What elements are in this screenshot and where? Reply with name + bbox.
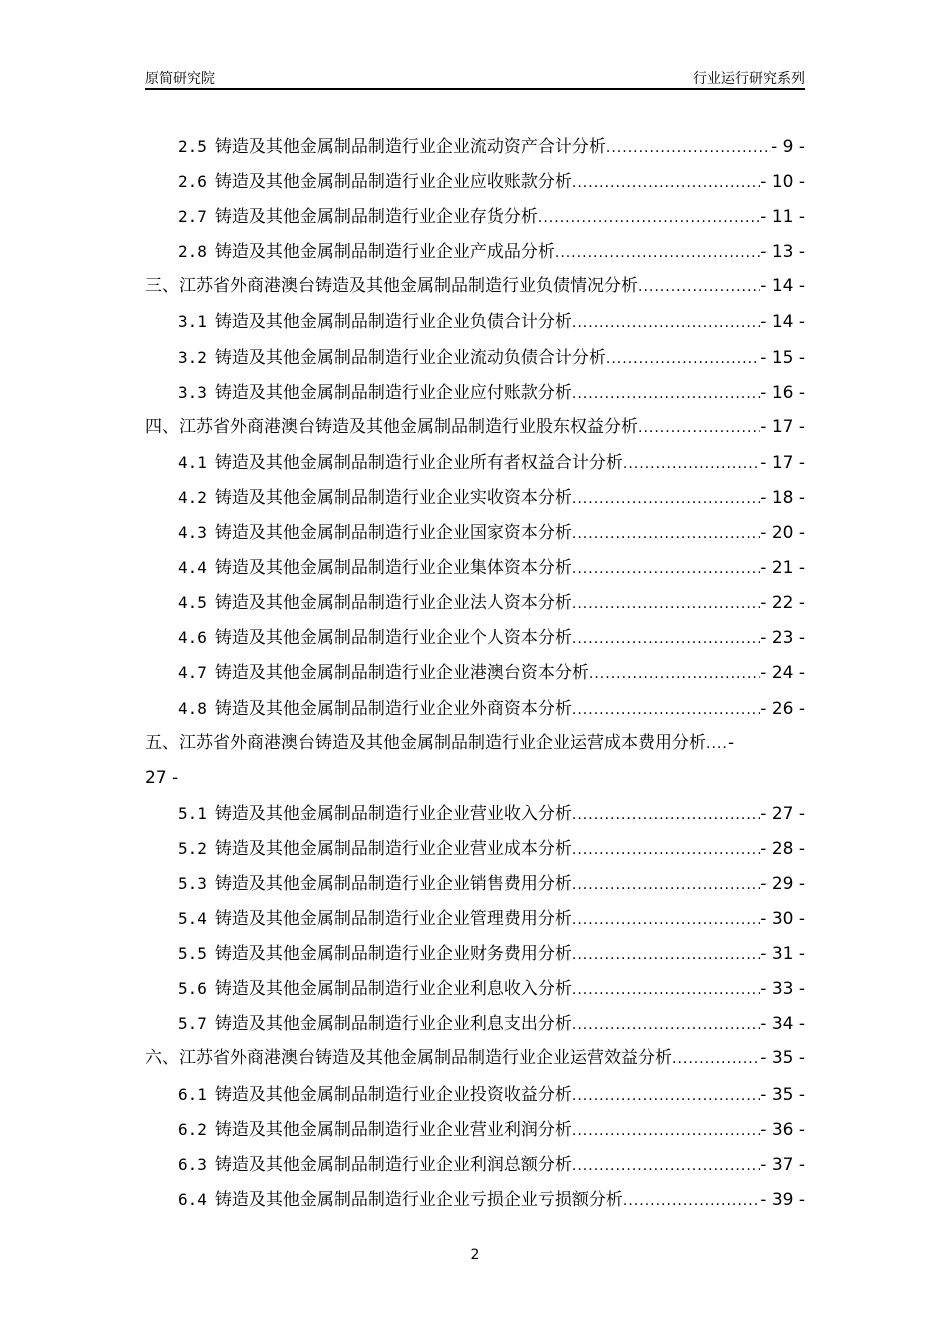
toc-entry-number: 三、: [145, 276, 179, 297]
toc-entry-number: 4.8: [178, 698, 207, 718]
toc-entry-title: 铸造及其他金属制品制造行业企业利润总额分析: [214, 1154, 572, 1175]
toc-entry-page: - 24 -: [760, 663, 805, 684]
toc-entry-number: 2.5: [178, 137, 207, 156]
toc-entry-title: 铸造及其他金属制品制造行业企业销售费用分析: [214, 873, 572, 894]
toc-entry[interactable]: [145, 480, 805, 515]
toc-entry-page: - 17 -: [760, 416, 805, 437]
toc-entry-number: 6.2: [178, 1119, 207, 1139]
toc-entry-title: 铸造及其他金属制品制造行业企业投资收益分析: [214, 1084, 572, 1105]
toc-entry-number: 5.7: [178, 1014, 207, 1034]
toc-entry[interactable]: [145, 1077, 805, 1112]
toc-entry-number: 6.1: [178, 1084, 207, 1104]
toc-entry-number: 5.1: [178, 803, 207, 823]
toc-entry-page: - 15 -: [760, 347, 805, 368]
toc-entry-page: -: [728, 732, 735, 753]
toc-entry-number: 4.3: [178, 523, 207, 543]
toc-entry[interactable]: [145, 340, 805, 375]
toc-dot-leader: [672, 1042, 760, 1076]
toc-entry-number: 六、: [145, 1048, 179, 1069]
toc-entry[interactable]: [145, 1147, 805, 1182]
toc-entry-page: - 34 -: [760, 1014, 805, 1035]
toc-dot-leader: [572, 166, 760, 199]
toc-entry-title: 铸造及其他金属制品制造行业企业实收资本分析: [214, 487, 572, 508]
toc-entry-number: 2.6: [178, 172, 207, 192]
toc-entry-page: - 36 -: [760, 1119, 805, 1140]
toc-entry-title: 铸造及其他金属制品制造行业企业应收账款分析: [214, 172, 572, 193]
toc-entry-title: 铸造及其他金属制品制造行业企业所有者权益合计分析: [214, 452, 623, 473]
toc-entry-title: 铸造及其他金属制品制造行业企业营业成本分析: [214, 838, 572, 859]
toc-entry-title: 铸造及其他金属制品制造行业企业负债合计分析: [214, 312, 572, 333]
toc-entry-page: - 14 -: [760, 312, 805, 333]
toc-entry-page: - 30 -: [760, 909, 805, 930]
toc-entry-number: 4.4: [178, 558, 207, 578]
toc-dot-leader: [572, 693, 760, 726]
toc-dot-leader: [606, 342, 760, 375]
toc-entry[interactable]: [145, 971, 805, 1006]
toc-entry-title: 铸造及其他金属制品制造行业企业外商资本分析: [214, 698, 572, 719]
toc-entry[interactable]: [145, 726, 805, 761]
toc-entry-page: - 35 -: [760, 1048, 805, 1069]
toc-dot-leader: [538, 201, 760, 234]
toc-entry-page: - 23 -: [760, 628, 805, 649]
toc-entry-title: 铸造及其他金属制品制造行业企业港澳台资本分析: [214, 663, 589, 684]
toc-entry-page: - 39 -: [760, 1189, 805, 1210]
toc-entry-page: - 10 -: [760, 172, 805, 193]
toc-entry-page: - 27 -: [760, 803, 805, 824]
toc-entry[interactable]: [145, 585, 805, 620]
toc-entry[interactable]: [145, 831, 805, 866]
toc-entry-page: - 16 -: [760, 382, 805, 403]
toc-entry-number: 5.3: [178, 873, 207, 893]
toc-entry-number: 五、: [145, 732, 179, 753]
toc-entry-number: 4.7: [178, 663, 207, 683]
toc-dot-leader: [572, 552, 760, 585]
toc-entry[interactable]: [145, 691, 805, 726]
toc-entry[interactable]: [145, 410, 805, 445]
toc-entry-number: 3.1: [178, 312, 207, 332]
toc-entry[interactable]: [145, 129, 805, 164]
toc-dot-leader: [572, 833, 760, 866]
toc-entry[interactable]: [145, 936, 805, 971]
toc-entry-title: 铸造及其他金属制品制造行业企业法人资本分析: [214, 593, 572, 614]
toc-entry-page: - 17 -: [760, 452, 805, 473]
toc-entry-page: - 22 -: [760, 593, 805, 614]
toc-dot-leader: [572, 973, 760, 1006]
toc-entry-title: 铸造及其他金属制品制造行业企业个人资本分析: [214, 628, 572, 649]
toc-entry[interactable]: [145, 1006, 805, 1041]
page-number: 2: [470, 1247, 480, 1263]
toc-entry-number: 3.3: [178, 382, 207, 402]
toc-entry-title: 铸造及其他金属制品制造行业企业应付账款分析: [214, 382, 572, 403]
toc-entry[interactable]: [145, 1041, 805, 1076]
toc-entry-page: - 20 -: [760, 523, 805, 544]
toc-dot-leader: [572, 1114, 760, 1147]
toc-dot-leader: [572, 798, 760, 831]
toc-entry-title: 江苏省外商港澳台铸造及其他金属制品制造行业企业运营效益分析: [179, 1048, 672, 1069]
toc-dot-leader: [572, 622, 760, 655]
toc-dot-leader: [606, 131, 771, 164]
toc-dot-leader: [572, 868, 760, 901]
toc-entry-title: 铸造及其他金属制品制造行业企业产成品分析: [214, 242, 555, 263]
toc-entry-title: 铸造及其他金属制品制造行业企业财务费用分析: [214, 944, 572, 965]
toc-dot-leader: [623, 1184, 760, 1217]
toc-entry[interactable]: [145, 515, 805, 550]
toc-dot-leader: [572, 306, 760, 339]
toc-entry-page: - 31 -: [760, 944, 805, 965]
toc-dot-leader: [572, 1149, 760, 1182]
toc-entry[interactable]: [145, 901, 805, 936]
header-series: 行业运行研究系列: [693, 71, 805, 87]
toc-entry-page-wrapped: 27 -: [145, 767, 179, 788]
toc-entry-title: 铸造及其他金属制品制造行业企业国家资本分析: [214, 523, 572, 544]
toc-entry[interactable]: [145, 655, 805, 690]
toc-entry[interactable]: [145, 1182, 805, 1217]
toc-entry-number: 四、: [145, 416, 179, 437]
toc-entry-page: - 26 -: [760, 698, 805, 719]
toc-entry[interactable]: [145, 269, 805, 304]
toc-dot-leader: [638, 270, 760, 304]
toc-entry-page: - 29 -: [760, 873, 805, 894]
toc-entry-page: - 33 -: [760, 979, 805, 1000]
header-organization: 原简研究院: [145, 71, 215, 87]
toc-entry[interactable]: [145, 199, 805, 234]
toc-dot-leader: [623, 447, 760, 480]
toc-entry[interactable]: [145, 550, 805, 585]
toc-entry-number: 4.5: [178, 593, 207, 613]
toc-entry-number: 5.2: [178, 838, 207, 858]
toc-entry-title: 铸造及其他金属制品制造行业企业亏损企业亏损额分析: [214, 1189, 623, 1210]
toc-entry-number: 2.8: [178, 242, 207, 262]
toc-entry-title: 铸造及其他金属制品制造行业企业流动资产合计分析: [214, 137, 606, 157]
toc-entry-page: - 13 -: [760, 242, 805, 263]
toc-entry-title: 江苏省外商港澳台铸造及其他金属制品制造行业股东权益分析: [179, 416, 638, 437]
toc-entry-number: 5.6: [178, 979, 207, 999]
toc-entry-page: - 21 -: [760, 558, 805, 579]
toc-entry-title: 铸造及其他金属制品制造行业企业利息支出分析: [214, 1014, 572, 1035]
toc-dot-leader: [572, 1079, 760, 1112]
toc-entry-number: 5.4: [178, 909, 207, 929]
toc-entry-page: - 11 -: [760, 207, 805, 228]
toc-dot-leader: [638, 411, 760, 445]
toc-entry-title: 铸造及其他金属制品制造行业企业营业收入分析: [214, 803, 572, 824]
toc-dot-leader: [572, 482, 760, 515]
toc-entry[interactable]: [145, 1112, 805, 1147]
toc-entry-title: 铸造及其他金属制品制造行业企业管理费用分析: [214, 909, 572, 930]
toc-entry[interactable]: [145, 234, 805, 269]
toc-entry-number: 3.2: [178, 347, 207, 367]
toc-entry[interactable]: [145, 445, 805, 480]
toc-entry-title: 铸造及其他金属制品制造行业企业利息收入分析: [214, 979, 572, 1000]
toc-entry-title: 江苏省外商港澳台铸造及其他金属制品制造行业企业运营成本费用分析: [179, 732, 706, 753]
toc-entry-title: 江苏省外商港澳台铸造及其他金属制品制造行业负债情况分析: [179, 276, 638, 297]
table-of-contents: [145, 129, 805, 1217]
page-header: [145, 66, 805, 90]
toc-entry[interactable]: [145, 796, 805, 831]
toc-entry[interactable]: [145, 866, 805, 901]
toc-entry-number: 4.1: [178, 452, 207, 472]
toc-dot-leader: [589, 657, 760, 690]
toc-entry[interactable]: [145, 375, 805, 410]
toc-entry-number: 6.4: [178, 1189, 207, 1209]
toc-dot-leader: [572, 903, 760, 936]
toc-entry-page: - 35 -: [760, 1084, 805, 1105]
toc-entry[interactable]: [145, 304, 805, 339]
toc-dot-leader: [706, 727, 728, 761]
toc-dot-leader: [572, 517, 760, 550]
toc-dot-leader: [572, 377, 760, 410]
toc-dot-leader: [555, 236, 760, 269]
toc-entry-number: 4.6: [178, 628, 207, 648]
toc-entry-page-continued: [145, 761, 805, 796]
toc-entry-page: - 37 -: [760, 1154, 805, 1175]
toc-dot-leader: [572, 938, 760, 971]
toc-entry-number: 2.7: [178, 207, 207, 227]
toc-entry-number: 4.2: [178, 487, 207, 507]
toc-entry-number: 5.5: [178, 944, 207, 964]
toc-dot-leader: [572, 587, 760, 620]
toc-entry[interactable]: [145, 164, 805, 199]
toc-entry-title: 铸造及其他金属制品制造行业企业集体资本分析: [214, 558, 572, 579]
toc-entry-title: 铸造及其他金属制品制造行业企业存货分析: [214, 207, 538, 228]
toc-entry-page: - 9 -: [771, 137, 805, 157]
toc-dot-leader: [572, 1008, 760, 1041]
toc-entry-title: 铸造及其他金属制品制造行业企业营业利润分析: [214, 1119, 572, 1140]
toc-entry-page: - 18 -: [760, 487, 805, 508]
toc-entry-page: - 14 -: [760, 276, 805, 297]
toc-entry-title: 铸造及其他金属制品制造行业企业流动负债合计分析: [214, 347, 606, 368]
toc-entry-page: - 28 -: [760, 838, 805, 859]
toc-entry[interactable]: [145, 620, 805, 655]
toc-entry-number: 6.3: [178, 1154, 207, 1174]
